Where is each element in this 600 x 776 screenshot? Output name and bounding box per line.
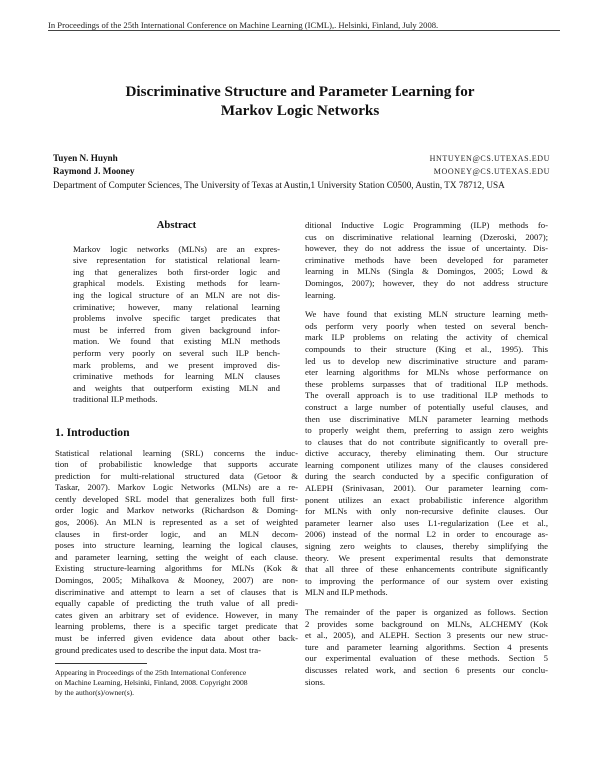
- author-email: HNTUYEN@CS.UTEXAS.EDU: [429, 154, 550, 163]
- text-line: Existing structure-learning algorithms for MLNs (Kok &: [55, 563, 298, 574]
- text-line: dictive accuracy, thereby eliminating them. Our structure: [305, 448, 548, 459]
- author-email: MOONEY@CS.UTEXAS.EDU: [433, 167, 550, 176]
- text-line: during the search conducted by a specific configuration of: [305, 471, 548, 482]
- running-head-rule: [48, 30, 560, 31]
- abstract-heading: Abstract: [156, 220, 197, 231]
- text-line: traditional ILP methods.: [73, 394, 158, 405]
- text-line: learning.: [305, 289, 336, 300]
- text-line: The overall approach is to use traditional ILP methods to: [305, 390, 548, 401]
- text-line: discriminative and attempt to learn a set of clauses that is: [55, 586, 298, 597]
- text-line: perform very poorly on several such ILP bench-: [73, 347, 280, 358]
- text-line: order logic and Markov networks (Richardson & Doming-: [55, 505, 298, 516]
- text-line: equally capable of predicting the truth value of all predi-: [55, 598, 298, 609]
- text-line: criminative methods have been developed for parameter: [305, 254, 548, 265]
- author-block: [53, 152, 550, 192]
- author-name: Tuyen N. Huynh: [53, 153, 118, 163]
- affiliation: Department of Computer Sciences, The University of Texas at Austin,1 University Station C0500, Austin, TX 78712, USA: [53, 180, 505, 190]
- author-row: [53, 165, 550, 178]
- section-heading-introduction: 1. Introduction: [55, 425, 130, 439]
- text-line: to improving the performance of our system over existing: [305, 575, 548, 586]
- author-row: [53, 152, 550, 165]
- text-line: to properly weight them, preferring to assign zero weights: [305, 425, 548, 436]
- text-line: theory. We present experimental results that demonstrate: [305, 552, 548, 563]
- paper-title: [60, 82, 540, 120]
- text-line: mation. We found that existing MLN methods: [73, 336, 280, 347]
- text-line: prediction for multi-relational structured data (Getoor &: [55, 470, 298, 481]
- text-line: then use discriminative MLN parameter learning methods: [305, 413, 548, 424]
- title-line-2: Markov Logic Networks: [220, 102, 380, 119]
- text-line: et al., 2005), and ALEPH. Section 3 presents our new struc-: [305, 630, 548, 641]
- text-line: criminative; however, many relational learning: [73, 301, 280, 312]
- text-line: cus on discriminative relational learning (Dzeroski, 2007);: [305, 231, 548, 242]
- text-line: cently developed SRL model that generalizes both full first-: [55, 493, 298, 504]
- paragraph: [305, 309, 548, 599]
- footnote-rule: [55, 663, 147, 664]
- text-line: ground predicates used to describe the input data. Most tra-: [55, 644, 262, 655]
- text-line: must be inferred given evidence data about other back-: [55, 633, 298, 643]
- title-line-1: Discriminative Structure and Parameter Learning for: [125, 83, 475, 100]
- text-line: clauses in first-order logic, and an MLN decom-: [55, 528, 298, 539]
- text-line: by the author(s)/owner(s).: [55, 688, 135, 698]
- text-line: eter learning algorithms for MLNs whose performance on: [305, 367, 548, 378]
- text-line: Taskar, 2007). Markov Logic Networks (MLNs) are a re-: [55, 482, 298, 493]
- text-line: must be inferred from given background infor-: [73, 324, 280, 335]
- text-line: ture and parameter learning algorithms. Section 4 presents: [305, 641, 548, 652]
- left-column: [55, 220, 298, 698]
- text-line: Appearing in Proceedings of the 25th International Conference: [55, 668, 247, 678]
- text-line: on Machine Learning, Helsinki, Finland, 2008. Copyright 2008: [55, 678, 248, 688]
- text-line: Statistical relational learning (SRL) concerns the induc-: [55, 447, 298, 458]
- text-line: ods perform very poorly when tested on several bench-: [305, 320, 548, 331]
- text-line: ditional Inductive Logic Programming (ILP) methods fo-: [305, 220, 548, 230]
- text-line: MLN and ILP methods.: [305, 587, 388, 598]
- text-line: gos, 2006). An MLN is represented as a set of weighted: [55, 517, 298, 528]
- text-line: learning problems, there is a specific target predicate that: [55, 621, 298, 632]
- text-line: compounds to their structure (King et al., 1995). This: [305, 343, 548, 354]
- text-line: our experimental evaluation of these methods. Section 5: [305, 653, 548, 664]
- text-line: sive representation for statistical relational learn-: [73, 255, 280, 266]
- text-line: 2006) instead of the normal L2 in order to encourage as-: [305, 529, 548, 540]
- text-line: construct a large number of potentially useful clauses, and: [305, 401, 548, 412]
- text-line: Domingos, 2005; Mihalkova & Mooney, 2007) are non-: [55, 575, 298, 586]
- text-line: that all three of these enhancements contribute significantly: [305, 564, 548, 575]
- running-head-text: In Proceedings of the 25th International Conference on Machine Learning (ICML),. Helsinki, Finland, July 2008.: [48, 20, 439, 30]
- author-name: Raymond J. Mooney: [53, 166, 135, 176]
- running-head: [0, 0, 600, 38]
- text-line: to clauses that do not contribute significantly to overall pre-: [305, 436, 548, 447]
- text-line: learning component utilizes many of the clauses considered: [305, 459, 548, 470]
- text-line: learning in MLNs (Singla & Domingos, 2005; Lowd &: [305, 266, 548, 277]
- text-line: cates given an arbitrary set of evidence. However, in many: [55, 609, 298, 620]
- text-line: 2 provides some background on MLNs, ALCHEMY (Kok: [305, 618, 548, 629]
- text-line: Markov logic networks (MLNs) are an expres-: [73, 243, 280, 254]
- text-line: signing zero weights to clauses, thereby simplifying the: [305, 541, 548, 552]
- abstract-body: [55, 244, 298, 406]
- right-column: [305, 220, 548, 688]
- introduction-body: [55, 448, 298, 657]
- text-line: ALEPH (Srinivasan, 2001). Our parameter learning com-: [305, 483, 548, 494]
- text-line: however, they do not address the issue of uncertainty. Dis-: [305, 243, 548, 254]
- text-line: ing that generalizes both first-order logic and: [73, 266, 280, 277]
- text-line: for MLNs with only non-recursive definite clauses. Our: [305, 506, 548, 517]
- text-line: these problems surpasses that of traditional ILP methods.: [305, 378, 548, 389]
- text-line: led us to develop new discriminative structure and param-: [305, 355, 548, 366]
- text-line: sions.: [305, 676, 326, 687]
- text-line: and weights that outperform existing MLN and: [73, 382, 280, 393]
- text-line: poses into structure learning, learning the logical clauses,: [55, 540, 298, 551]
- paragraph: [305, 220, 548, 301]
- text-line: tion of probabilistic knowledge that supports accurate: [55, 459, 298, 470]
- text-line: The remainder of the paper is organized as follows. Section: [305, 607, 548, 617]
- paragraph: [305, 607, 548, 688]
- text-line: parameter learner also uses L1-regularization (Lee et al.,: [305, 517, 548, 528]
- text-line: ing the logical structure of an MLN are not dis-: [73, 289, 280, 300]
- text-line: Domingos, 2007); however, they do not address structure: [305, 277, 548, 288]
- text-line: ponent utilizes an exact probabilistic inference algorithm: [305, 494, 548, 505]
- footnote: [55, 668, 298, 698]
- text-line: discusses related work, and section 6 presents our conclu-: [305, 664, 548, 675]
- text-line: We have found that existing MLN structure learning meth-: [305, 309, 548, 320]
- text-line: and parameter learning, setting the weight of each clause.: [55, 551, 298, 562]
- text-line: criminative methods for learning MLN clauses: [73, 371, 280, 382]
- text-line: graphical models. Existing methods for learn-: [73, 278, 280, 289]
- text-line: mark ILP problems on relating the activity of chemical: [305, 332, 548, 343]
- text-line: problems involve specific target predicates that: [73, 313, 280, 324]
- text-line: mark problems, and we present improved dis-: [73, 359, 280, 370]
